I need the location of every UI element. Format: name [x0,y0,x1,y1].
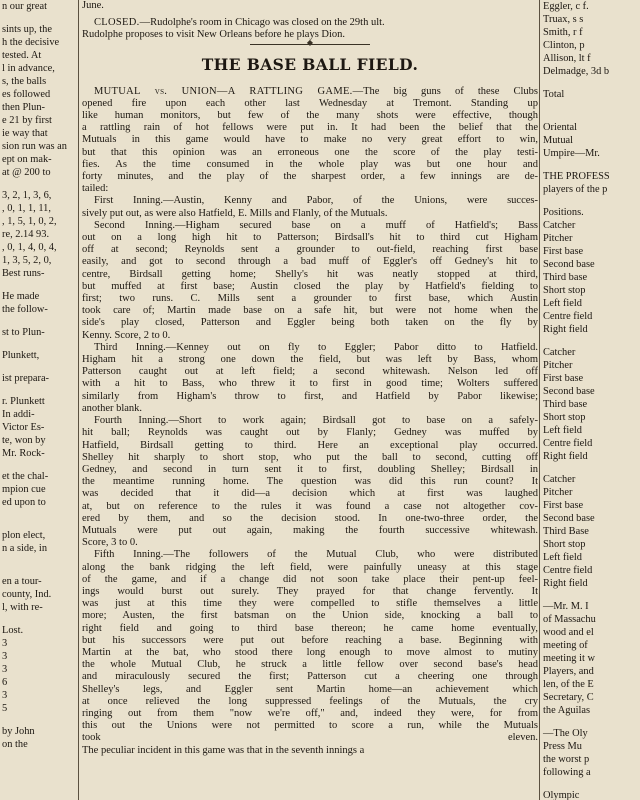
second-inning-line: side's play closed, Patterson and Eggler being both taken on the fly by [82,317,538,329]
left-column-line: sion run was an [2,141,67,152]
left-column-line: ept on mak- [2,154,52,165]
spacer [0,509,76,519]
spacer [540,336,640,346]
right-column-line: meeting of [543,640,588,651]
spacer [540,160,640,170]
spacer [0,179,76,189]
intro-line: like human monitors, but few of the many shots were effective, though [82,110,538,122]
fifth-inning-line: Shelley's legs, and Eggler sent Martin home—an achievement which [82,683,538,695]
left-column-line: , 1, 5, 1, 0, 2, [2,216,57,227]
third-inning-line: another blank. [82,402,143,414]
right-column-line: Third base [543,272,588,283]
spacer [0,519,76,529]
second-inning-line: out on a long high hit to Patterson; Birdsall's hit to third cut Higham [82,232,538,244]
left-column-line: Victor Es- [2,422,45,433]
fifth-inning-line: Fifth Inning.—The followers of the Mutual Club, who were distributed [94,549,538,561]
spacer [0,362,76,372]
spacer [0,460,76,470]
right-column-line: Total [543,89,565,100]
right-column-line: Short stop [543,539,586,550]
fifth-inning-line: along the bank ridging the left field, were painfully uneasy at this stage [82,561,538,573]
right-column-line: Catcher [543,220,576,231]
fifth-inning-line: but his successors were put out before reaching a base. Beginning with [82,634,538,646]
left-column-line: s, the balls [2,76,47,87]
right-column-line: of Massachu [543,614,596,625]
left-column-line: e 21 by first [2,115,52,126]
left-column-line: mpion cue [2,484,46,495]
fourth-inning-line: hit ball; Reynolds was caught out by Flanly; Gedney was muffed by [82,427,538,439]
right-column-line: Third Base [543,526,589,537]
left-column-line: ist prepara- [2,373,50,384]
left-column-line: 3 [2,664,8,675]
left-column-line: n a side, in [2,543,48,554]
fourth-inning-line: Hatfield, Birdsall getting to third. Here an exceptional play occurred. [82,439,538,451]
right-column-line: Catcher [543,474,576,485]
fourth-inning-line: Score, 3 to 0. [82,537,138,549]
left-column-line: es followed [2,89,51,100]
left-column-line: 3 [2,690,8,701]
left-column-line: Mr. Rock- [2,448,45,459]
right-column-line: Second base [543,386,595,397]
second-inning-line: easily, and got to second through a bad muff of Eggler's off Gedney's hit to [82,256,538,268]
left-column-line: , 0, 1, 1, 11, [2,203,51,214]
fourth-inning-paragraph [82,415,538,549]
right-column-line: Eggler, c f. [543,1,589,12]
left-column-line: en a tour- [2,576,42,587]
closed-lead: CLOSED. [94,17,140,29]
spacer [540,463,640,473]
intro-line: forty minutes, and the play of the sharpest order, a few innings are de- [82,171,538,183]
right-column-line: Short stop [543,412,586,423]
spacer [0,316,76,326]
fifth-inning-line: Martin at the bat, who stood there long enough to move almost to mutiny [82,646,538,658]
right-column-line: players of the p [543,184,608,195]
left-column-line: sints up, the [2,24,52,35]
right-column-line: Allison, lt f [543,53,591,64]
left-column-line: n our great [2,1,48,12]
right-column-line: wood and el [543,627,594,638]
second-inning-line: off at second; Reynolds sent a grounder to out-field, reaching first base [82,244,538,256]
right-column-line: First base [543,373,584,384]
right-column-line: Olympic [543,790,580,800]
left-column-line: st to Plun- [2,327,45,338]
fifth-inning-line: The peculiar incident in this game was that in the seventh innings a [82,744,365,756]
right-column-line: Second base [543,259,595,270]
right-column-line: Smith, r f [543,27,583,38]
left-column-line: the follow- [2,304,48,315]
left-column-line: at @ 200 to [2,167,51,178]
third-inning-line: with a hit to Bass, who threw it to first in good time; Wolters suffered [82,378,538,390]
left-column-line: et the chal- [2,471,49,482]
right-column-line: First base [543,500,584,511]
right-column-line: —Mr. M. I [543,601,589,612]
left-column-line: Lost. [2,625,24,636]
left-column-line: te, won by [2,435,46,446]
spacer [0,13,76,23]
fifth-inning-paragraph [82,549,538,756]
left-column-line: , 0, 1, 4, 0, 4, [2,242,57,253]
spacer [540,78,640,88]
intro-line: a rattling rain of hot fellows were put in. It had been the belief that the [82,122,538,134]
left-column-line: 5 [2,703,8,714]
left-column-line: by John [2,726,35,737]
right-column-line: Umpire—Mr. [543,148,600,159]
right-column-line: the Aguilas [543,705,591,716]
section-divider [250,44,370,45]
intro-line: opened fire upon each other last Wednesday at Tremont. Standing up [82,97,538,109]
spacer [0,614,76,624]
left-column-line: r. Plunkett [2,396,45,407]
left-column-line: He made [2,291,40,302]
left-column-line: 3 [2,638,8,649]
left-column-line: then Plun- [2,102,46,113]
intro-line-1 [82,86,538,98]
spacer [540,101,640,111]
intro-line: tailed: [82,183,109,195]
left-column-line: 3, 2, 1, 3, 6, [2,190,52,201]
fourth-inning-line: at, but on reference to the rules it was found a case not altogether cov- [82,500,538,512]
fourth-inning-line: was decided that it did—a decision which at first was laughed [82,488,538,500]
spacer [0,385,76,395]
right-column-line: Clinton, p [543,40,585,51]
right-column-line: Pitcher [543,360,573,371]
right-column-line: Left field [543,425,582,436]
left-column-line: l, with re- [2,602,43,613]
top-fragment: June. [82,0,104,11]
third-inning-line: similarly from Higham's throw to first, and Hatfield by Pabor likewise; [82,390,538,402]
right-column-line: Centre field [543,438,593,449]
left-column-line: 3 [2,651,8,662]
left-column-line: Best runs- [2,268,45,279]
fourth-inning-line: the meantime running home. The question was did this run count? It [82,476,538,488]
left-column-line: 6 [2,677,8,688]
right-column-line: Pitcher [543,487,573,498]
closed-text: —Rudolphe's room in Chicago was closed on the 29th ult. [139,17,385,29]
left-column-line: on the [2,739,28,750]
fifth-inning-line: right field and going to third base thereon; he came home eventually, [82,622,538,634]
third-inning-line: Third Inning.—Kenney out on fly to Eggler; Pabor ditto to Hatfield. [94,341,538,353]
left-column-line: ie way that [2,128,48,139]
spacer [0,280,76,290]
right-column [540,0,640,800]
right-column-line: meeting it w [543,653,595,664]
spacer [0,565,76,575]
spacer [0,339,76,349]
right-column-line: Players, and [543,666,594,677]
first-inning-paragraph [82,195,538,219]
fifth-inning-line: ings would burst out surely. They prayed for that change fervently. It [82,585,538,597]
article-headline: THE BASE BALL FIELD. [201,54,419,74]
third-inning-line: Patterson caught out at left field; a second whitewash. Nelson led off [82,366,538,378]
left-column-line: Plunkett, [2,350,40,361]
fifth-inning-line: this out the Unions were not permitted to score a run, while the Mutuals [82,720,538,732]
second-inning-line: centre, Birdsall getting home; Shelly's hit was neatly stopped at third, [82,268,538,280]
right-column-line: Right field [543,451,588,462]
intro-line: fies. As the time consumed in the whole play was but one hour and [82,158,538,170]
right-column-line: len, of the E [543,679,594,690]
fifth-inning-line: of the game, and if a change did not soon take place their pent-up feel- [82,573,538,585]
closed-notice-line-2: Rudolphe proposes to visit New Orleans before he plays Dion. [82,29,346,41]
second-inning-line: Kenny. Score, 2 to 0. [82,329,171,341]
left-column-line: re, 2.14 93. [2,229,50,240]
fourth-inning-line: ered by them, and so the decision stood. In one-two-three order, the [82,512,538,524]
intro-line: Mutuals in this game would have to make no very great effort to win, [82,134,538,146]
fifth-inning-line: was just at this time they were compelled to stifle themselves a little [82,598,538,610]
right-column-line: Oriental [543,122,578,133]
right-column-line: Third base [543,399,588,410]
fifth-inning-line: the whole Mutual Club, he struck a little fellow over second base's head [82,659,538,671]
right-column-line: Secretary, C [543,692,594,703]
right-column-line: the worst p [543,754,590,765]
right-column-line: Truax, s s [543,14,584,25]
left-column-line: 1, 3, 5, 2, 0, [2,255,52,266]
right-column-line: Mutual [543,135,574,146]
right-column-line: Pitcher [543,233,573,244]
intro-paragraph [82,98,538,196]
fourth-inning-line: Fourth Inning.—Short to work again; Birdsall got to base on a safely- [94,415,538,427]
main-column [82,0,538,800]
fourth-inning-line: Gedney, and second in turn sent it to first, doubling Shelley; Birdsall in [82,463,538,475]
left-column-line: l in advance, [2,63,55,74]
spacer [540,717,640,727]
right-column-line: Catcher [543,347,576,358]
spacer [540,590,640,600]
fifth-inning-line: more; Austen, the first batsman on the Union side, knocking a ball to [82,610,538,622]
first-inning-line: sively put out, as were also Hatfield, E. Mills and Flanly, of the Mutuals. [82,207,388,219]
left-column-line: In addi- [2,409,35,420]
right-column-line: Left field [543,552,582,563]
fifth-inning-line: at once relieved the long suppressed feelings of the Mutuals, the cry [82,695,538,707]
left-column [0,0,76,800]
second-inning-line: took care of; Martin made base on a safe hit, but were not home when the [82,305,538,317]
spacer [540,196,640,206]
right-column-line: Centre field [543,311,593,322]
spacer [0,715,76,725]
right-column-line: Right field [543,578,588,589]
third-inning-line: Higham hit a strong one down the field, but was left by Bass, whom [82,354,538,366]
second-inning-paragraph [82,220,538,342]
right-column-line: Delmadge, 3d b [543,66,610,77]
fifth-inning-line: took eleven. [82,732,538,744]
right-column-line: Second base [543,513,595,524]
left-column-line: tested. At [2,50,42,61]
first-inning-line: First Inning.—Austin, Kenny and Pabor, of the Unions, were succes- [94,195,538,207]
right-column-line: Centre field [543,565,593,576]
left-column-line: plon elect, [2,530,46,541]
second-inning-line: first; two runs. C. Mills sent a grounder to first base, which Austin [82,293,538,305]
fifth-inning-line: ringing out from them "now we're off," and, indeed they were, for from [82,707,538,719]
third-inning-paragraph [82,342,538,415]
right-column-line: First base [543,246,584,257]
right-column-line: —The Oly [543,728,588,739]
spacer [0,555,76,565]
right-column-line: Right field [543,324,588,335]
fourth-inning-line: Mutuals were put out again, making the fourth successive whitewash. [82,524,538,536]
fifth-inning-line: and miraculously secured the first; Patterson cut a cheering one through [82,671,538,683]
intro-line: but that this opinion was an erroneous one the score of the play testi- [82,146,538,158]
spacer [540,111,640,121]
column-rule-left [78,0,79,800]
second-inning-line: but muffed at first base; Austin closed the play by Hatfield's fielding to [82,280,538,292]
right-column-line: Left field [543,298,582,309]
intro-text: —The big guns of these Clubs [352,85,538,97]
intro-lead: MUTUAL vs. UNION—A RATTLING GAME. [94,85,353,97]
right-column-line: Press Mu [543,741,582,752]
left-column-line: county, Ind. [2,589,52,600]
right-column-line: following a [543,767,591,778]
right-column-line: Short stop [543,285,586,296]
right-column-line: Positions. [543,207,584,218]
left-column-line: h the decisive [2,37,60,48]
second-inning-line: Second Inning.—Higham secured base on a muff of Hatfield's; Bass [94,219,538,231]
fourth-inning-line: Shelley hit sharply to short stop, who put the ball to second, cutting off [82,451,538,463]
closed-notice-line-1 [82,17,538,29]
spacer [540,779,640,789]
right-column-line: THE PROFESS [543,171,610,182]
left-column-line: ed upon to [2,497,46,508]
